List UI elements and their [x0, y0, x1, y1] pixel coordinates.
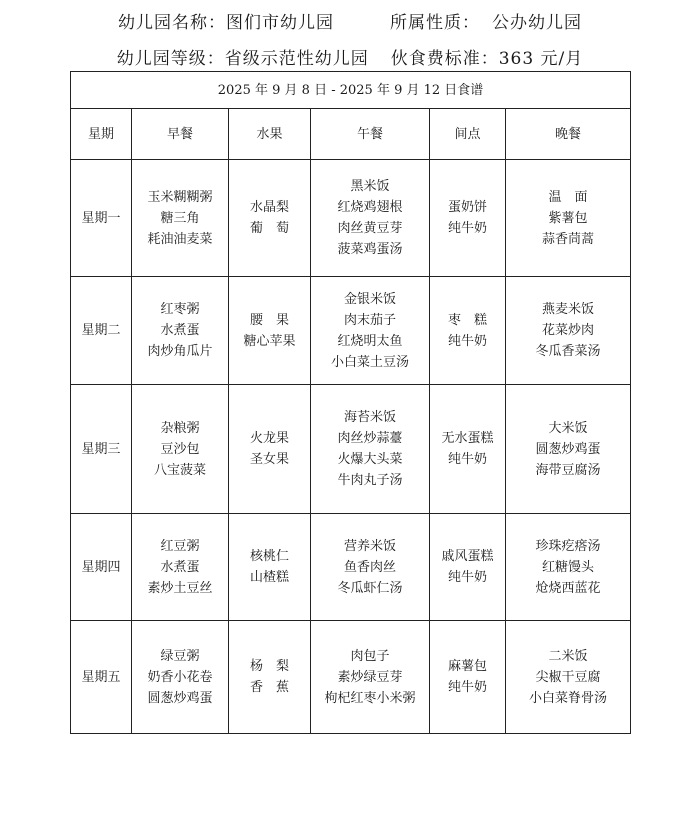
day-label: 星期四: [71, 514, 132, 621]
snack-cell: [430, 160, 506, 277]
lunch-item: 素炒绿豆芽: [337, 669, 403, 685]
dinner-item: 紫薯包: [548, 210, 588, 226]
snack-item: 蛋奶饼: [447, 200, 487, 215]
dinner-item: 燕麦米饭: [542, 302, 595, 317]
day-label: 星期五: [71, 621, 132, 734]
lunch-item: 红烧明太鱼: [337, 333, 403, 349]
menu-title: 2025 年 9 月 8 日 - 2025 年 9 月 12 日食谱: [71, 72, 631, 109]
fruit-item: 山楂糕: [249, 570, 289, 585]
weekly-menu-table: [70, 71, 631, 734]
snack-item: 戚风蛋糕: [441, 549, 494, 564]
lunch-item: 冬瓜虾仁汤: [337, 580, 403, 596]
breakfast-cell: [132, 514, 229, 621]
fruit-item: 腰 果: [249, 312, 289, 328]
dinner-item: 蒜香茼蒿: [542, 231, 595, 247]
column-header-snack: 间点: [430, 109, 506, 160]
breakfast-item: 水煮蛋: [160, 323, 200, 338]
snack-item: 纯牛奶: [447, 221, 487, 236]
breakfast-item: 绿豆粥: [160, 648, 200, 664]
food-fee-standard: 伙食费标准：363 元/月: [390, 49, 584, 69]
table-row: [71, 385, 631, 514]
dinner-cell: [506, 514, 631, 621]
breakfast-item: 水煮蛋: [160, 559, 200, 575]
lunch-cell: [311, 160, 430, 277]
day-label: 星期三: [71, 385, 132, 514]
breakfast-item: 奶香小花卷: [147, 669, 213, 685]
menu-title-row: [71, 72, 631, 109]
lunch-cell: [311, 277, 430, 385]
snack-cell: [430, 385, 506, 514]
lunch-item: 黑米饭: [350, 179, 390, 194]
breakfast-item: 红枣粥: [160, 302, 200, 317]
breakfast-cell: [132, 277, 229, 385]
snack-cell: [430, 514, 506, 621]
dinner-item: 小白菜脊骨汤: [529, 690, 608, 706]
day-label: 星期二: [71, 277, 132, 385]
header-line-2: [0, 44, 700, 69]
lunch-item: 枸杞红枣小米粥: [324, 690, 416, 706]
dinner-item: 红糖馒头: [542, 559, 595, 575]
snack-item: 纯牛奶: [447, 452, 487, 467]
breakfast-cell: [132, 160, 229, 277]
header-line-1: [0, 8, 700, 33]
dinner-cell: [506, 160, 631, 277]
fruit-item: 杨 梨: [249, 659, 289, 674]
breakfast-item: 圆葱炒鸡蛋: [147, 690, 213, 706]
column-header-fruit: 水果: [229, 109, 311, 160]
lunch-item: 鱼香肉丝: [343, 559, 396, 575]
fruit-cell: [229, 160, 311, 277]
lunch-item: 小白菜土豆汤: [330, 354, 409, 370]
breakfast-item: 耗油油麦菜: [147, 231, 213, 247]
breakfast-item: 豆沙包: [160, 441, 200, 457]
snack-item: 纯牛奶: [447, 570, 487, 585]
dinner-cell: [506, 621, 631, 734]
snack-item: 麻薯包: [447, 659, 487, 674]
dinner-item: 海带豆腐汤: [535, 462, 601, 478]
column-header-breakfast: 早餐: [132, 109, 229, 160]
breakfast-item: 杂粮粥: [160, 420, 200, 436]
fruit-cell: [229, 621, 311, 734]
nature-value: 公办幼儿园: [492, 13, 582, 33]
lunch-item: 红烧鸡翅根: [337, 200, 403, 215]
lunch-item: 肉丝黄豆芽: [337, 221, 403, 236]
breakfast-item: 糖三角: [160, 210, 200, 226]
dinner-cell: [506, 277, 631, 385]
breakfast-item: 红豆粥: [160, 538, 200, 554]
lunch-item: 肉丝炒蒜薹: [337, 431, 403, 446]
breakfast-cell: [132, 385, 229, 514]
nature-label: 所属性质：: [390, 13, 480, 33]
breakfast-item: 玉米糊糊粥: [147, 189, 213, 205]
lunch-item: 金银米饭: [343, 291, 396, 307]
lunch-cell: [311, 385, 430, 514]
lunch-cell: [311, 514, 430, 621]
column-header-lunch: 午餐: [311, 109, 430, 160]
breakfast-item: 素炒土豆丝: [147, 580, 213, 596]
dinner-item: 温 面: [548, 189, 588, 205]
dinner-item: 尖椒干豆腐: [535, 669, 601, 685]
lunch-item: 营养米饭: [343, 538, 396, 554]
fruit-item: 糖心苹果: [243, 333, 296, 349]
dinner-item: 炝烧西蓝花: [535, 580, 601, 596]
column-header-day: 星期: [71, 109, 132, 160]
table-row: [71, 514, 631, 621]
fruit-cell: [229, 385, 311, 514]
table-row: [71, 160, 631, 277]
snack-item: 枣 糕: [447, 312, 487, 328]
lunch-item: 肉包子: [350, 648, 390, 664]
dinner-cell: [506, 385, 631, 514]
snack-item: 纯牛奶: [447, 680, 487, 695]
kindergarten-level: 幼儿园等级：省级示范性幼儿园: [116, 49, 369, 69]
fruit-item: 火龙果: [249, 431, 289, 446]
fruit-cell: [229, 514, 311, 621]
lunch-item: 火爆大头菜: [337, 452, 403, 467]
breakfast-cell: [132, 621, 229, 734]
breakfast-item: 八宝菠菜: [153, 462, 206, 478]
lunch-item: 肉末茄子: [343, 312, 396, 328]
dinner-item: 冬瓜香菜汤: [535, 344, 601, 359]
snack-item: 无水蛋糕: [441, 431, 494, 446]
lunch-item: 牛肉丸子汤: [337, 473, 403, 488]
column-header-row: [71, 109, 631, 160]
dinner-item: 珍珠疙瘩汤: [535, 538, 601, 554]
table-row: [71, 277, 631, 385]
fruit-item: 葡 萄: [249, 221, 289, 236]
fruit-item: 核桃仁: [249, 549, 289, 564]
breakfast-item: 肉炒角瓜片: [147, 344, 213, 359]
dinner-item: 花菜炒肉: [542, 323, 595, 338]
snack-item: 纯牛奶: [447, 333, 487, 349]
snack-cell: [430, 277, 506, 385]
kindergarten-name: 幼儿园名称：图们市幼儿园: [118, 13, 334, 33]
day-label: 星期一: [71, 160, 132, 277]
snack-cell: [430, 621, 506, 734]
table-row: [71, 621, 631, 734]
lunch-cell: [311, 621, 430, 734]
dinner-item: 圆葱炒鸡蛋: [535, 441, 601, 457]
dinner-item: 二米饭: [548, 648, 588, 664]
lunch-item: 菠菜鸡蛋汤: [337, 242, 403, 257]
lunch-item: 海苔米饭: [343, 410, 396, 425]
dinner-item: 大米饭: [548, 420, 588, 436]
fruit-item: 水晶梨: [249, 200, 289, 215]
fruit-cell: [229, 277, 311, 385]
fruit-item: 香 蕉: [249, 680, 289, 695]
column-header-dinner: 晚餐: [506, 109, 631, 160]
fruit-item: 圣女果: [249, 452, 289, 467]
